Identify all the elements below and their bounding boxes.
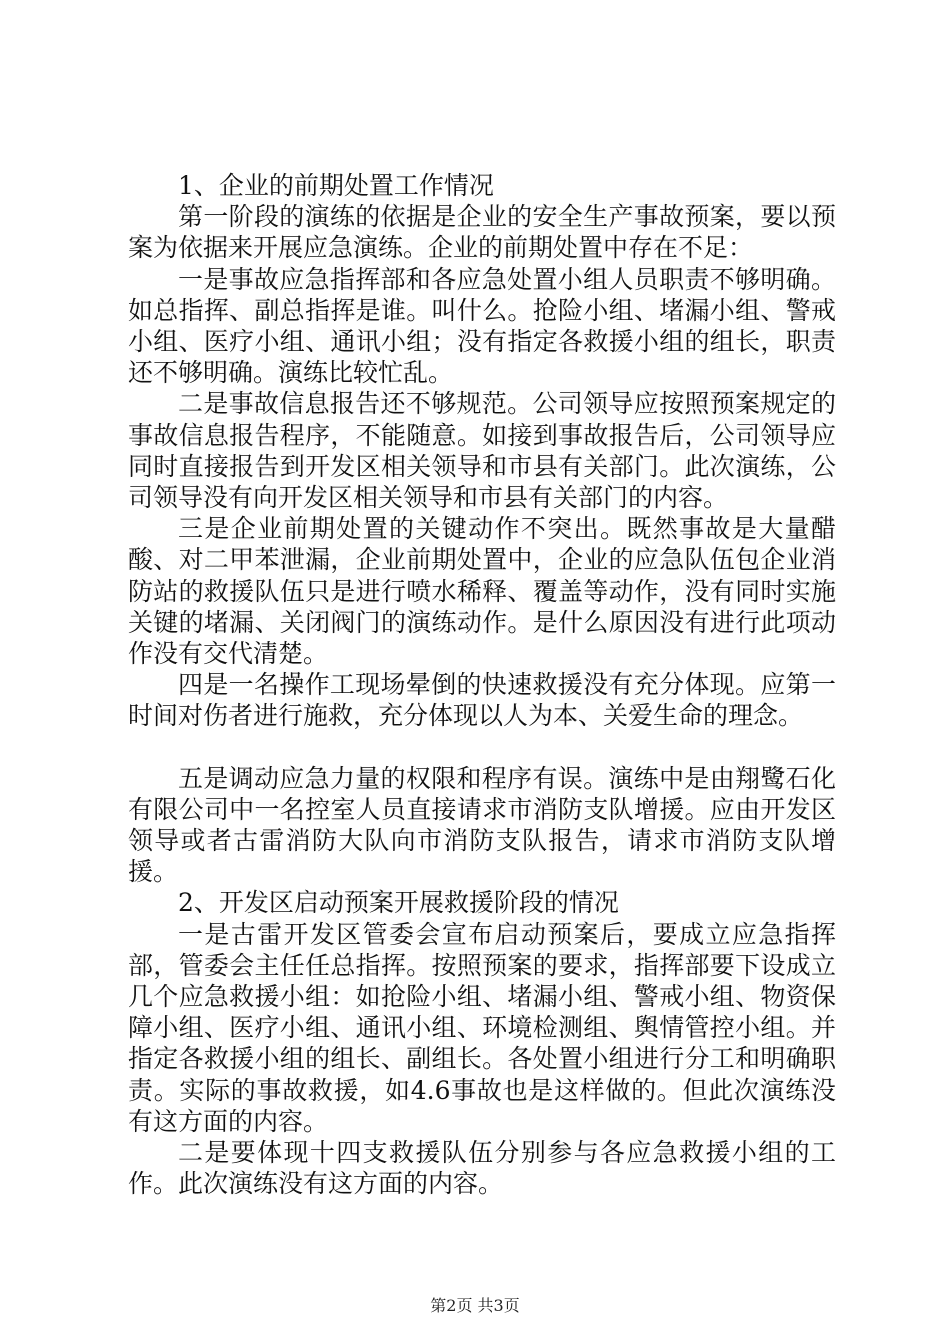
- section-1-intro: 第一阶段的演练的依据是企业的安全生产事故预案，要以预案为依据来开展应急演练。企业的前期处置中存在不足：: [128, 202, 836, 263]
- section-2-item-1: 一是古雷开发区管委会宣布启动预案后，要成立应急指挥部，管委会主任任总指挥。按照预案的要求，指挥部要下设成立几个应急救援小组：如抢险小组、堵漏小组、警戒小组、物资保障小组、医疗小组、通讯小组、环境检测组、舆情管控小组。并指定各救援小组的组长、副组长。各处置小组进行分工和明确职责。实际的事故救援，如4.6事故也是这样做的。但此次演练没有这方面的内容。: [128, 919, 836, 1136]
- section-2-item-2: 二是要体现十四支救援队伍分别参与各应急救援小组的工作。此次演练没有这方面的内容。: [128, 1138, 836, 1199]
- section-2-heading: 2、开发区启动预案开展救援阶段的情况: [178, 888, 619, 918]
- document-body: [128, 170, 836, 1200]
- paragraph-item-4: 四是一名操作工现场晕倒的快速救援没有充分体现。应第一时间对伤者进行施救，充分体现以人为本、关爱生命的理念。: [128, 670, 836, 731]
- page-footer: [0, 1293, 950, 1316]
- paragraph-item-5: 五是调动应急力量的权限和程序有误。演练中是由翔鹭石化有限公司中一名控室人员直接请求市消防支队增援。应由开发区领导或者古雷消防大队向市消防支队报告，请求市消防支队增援。: [128, 763, 836, 887]
- page-number-label: 第2页 共3页: [430, 1296, 520, 1315]
- paragraph-item-3: 三是企业前期处置的关键动作不突出。既然事故是大量醋酸、对二甲苯泄漏，企业前期处置中，企业的应急队伍包企业消防站的救援队伍只是进行喷水稀释、覆盖等动作，没有同时实施关键的堵漏、关闭阀门的演练动作。是什么原因没有进行此项动作没有交代清楚。: [128, 514, 836, 669]
- blank-line: [128, 732, 836, 763]
- paragraph-item-1: 一是事故应急指挥部和各应急处置小组人员职责不够明确。如总指挥、副总指挥是谁。叫什么。抢险小组、堵漏小组、警戒小组、医疗小组、通讯小组；没有指定各救援小组的组长，职责还不够明确。演练比较忙乱。: [128, 264, 836, 388]
- section-1-heading: 1、企业的前期处置工作情况: [178, 171, 494, 200]
- paragraph-item-2: 二是事故信息报告还不够规范。公司领导应按照预案规定的事故信息报告程序，不能随意。如接到事故报告后，公司领导应同时直接报告到开发区相关领导和市县有关部门。此次演练，公司领导没有向开发区相关领导和市县有关部门的内容。: [128, 389, 836, 513]
